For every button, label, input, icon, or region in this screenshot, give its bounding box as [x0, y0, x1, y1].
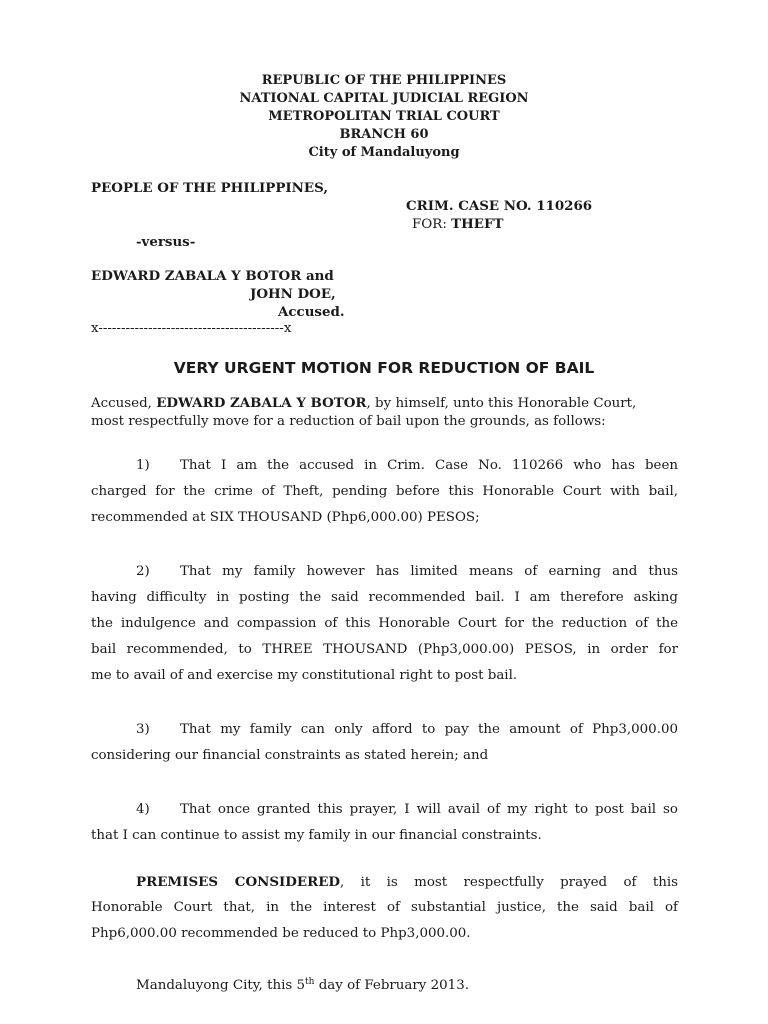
paragraph-line: bail recommended, to THREE THOUSAND (Php3,000.00) PESOS, in order for: [91, 642, 678, 657]
plaintiff-name: PEOPLE OF THE PHILIPPINES,: [91, 180, 328, 196]
paragraph-line: me to avail of and exercise my constitutional right to post bail.: [91, 668, 518, 683]
offense-label: FOR:: [412, 217, 447, 232]
ordinal-suffix: th: [305, 977, 315, 987]
numbered-paragraph: [91, 797, 678, 849]
numbered-paragraph: [91, 717, 678, 769]
intro-prefix: Accused,: [91, 396, 152, 411]
document-title: VERY URGENT MOTION FOR REDUCTION OF BAIL: [173, 359, 595, 377]
intro-rest: , by himself, unto this Honorable Court,: [366, 396, 637, 411]
court-heading-line: NATIONAL CAPITAL JUDICIAL REGION: [239, 91, 529, 106]
numbered-paragraph: [91, 559, 678, 689]
paragraph-line: PREMISES CONSIDERED, it is most respectfully prayed of this: [136, 874, 678, 890]
paragraph-line: Honorable Court that, in the interest of substantial justice, the said bail of: [91, 900, 678, 915]
paragraph-line: that I can continue to assist my family in our financial constraints.: [91, 828, 542, 843]
paragraph-line: charged for the crime of Theft, pending before this Honorable Court with bail,: [91, 484, 678, 499]
intro-line: most respectfully move for a reduction of bail upon the grounds, as follows:: [91, 414, 606, 429]
paragraph-number: 1): [136, 458, 150, 473]
paragraph-line: 4) That once granted this prayer, I will avail of my right to post bail so: [91, 797, 678, 823]
closing-date-line: Mandaluyong City, this 5th day of February 2013.: [136, 977, 469, 993]
court-heading-line: REPUBLIC OF THE PHILIPPINES: [261, 73, 507, 88]
intro-paragraph: [91, 394, 678, 431]
numbered-paragraph: [91, 453, 678, 531]
prayer-paragraph: [91, 869, 678, 947]
caption-separator: x-----------------------------------------x: [91, 321, 292, 336]
offense-value: THEFT: [451, 216, 504, 232]
case-number: CRIM. CASE NO. 110266: [406, 198, 593, 214]
court-heading-line: City of Mandaluyong: [308, 145, 460, 160]
versus-label: -versus-: [136, 234, 196, 250]
court-heading-line: BRANCH 60: [339, 127, 429, 142]
paragraph-number: 3): [136, 722, 150, 737]
court-heading-line: METROPOLITAN TRIAL COURT: [268, 109, 500, 124]
accused-names: EDWARD ZABALA Y BOTOR and: [91, 268, 334, 284]
case-offense: [412, 216, 503, 232]
paragraph-line: 3) That my family can only afford to pay the amount of Php3,000.00: [91, 717, 678, 743]
accused-label: Accused.: [278, 304, 345, 320]
accused-name-bold: EDWARD ZABALA Y BOTOR: [156, 395, 367, 411]
paragraph-line: Php6,000.00 recommended be reduced to Php3,000.00.: [91, 926, 471, 941]
paragraph-number: 2): [136, 564, 150, 579]
paragraph-line: recommended at SIX THOUSAND (Php6,000.00) PESOS;: [91, 510, 480, 525]
intro-line: [91, 394, 678, 413]
paragraph-number: 4): [136, 802, 150, 817]
paragraph-line: having difficulty in posting the said recommended bail. I am therefore asking: [91, 590, 678, 605]
paragraph-line: 1) That I am the accused in Crim. Case No. 110266 who has been: [91, 453, 678, 479]
paragraph-line: the indulgence and compassion of this Honorable Court for the reduction of the: [91, 616, 678, 631]
accused-names: JOHN DOE,: [250, 286, 336, 302]
prayer-bold-lead: PREMISES CONSIDERED: [136, 874, 341, 890]
paragraph-line: 2) That my family however has limited means of earning and thus: [91, 559, 678, 585]
paragraph-line: considering our financial constraints as stated herein; and: [91, 748, 489, 763]
